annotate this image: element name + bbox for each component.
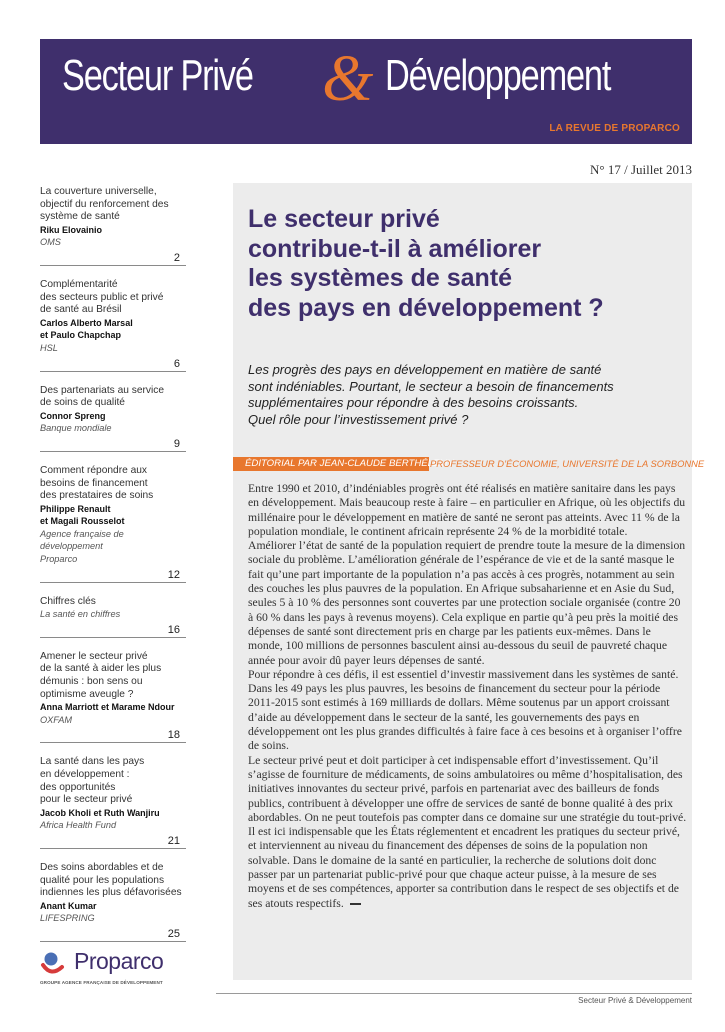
toc-entry-organization: HSL xyxy=(40,342,58,353)
toc-entry-title: des opportunités xyxy=(40,781,116,793)
body-paragraph xyxy=(248,668,688,754)
toc-entry-title: objectif du renforcement des xyxy=(40,198,169,210)
toc-entry-organization: Banque mondiale xyxy=(40,423,112,434)
toc-entry-authors: Anna Marriott et Marame Ndour xyxy=(40,702,175,713)
issue-number: N° 17 / Juillet 2013 xyxy=(590,162,692,177)
body-paragraph xyxy=(248,539,688,668)
table-of-contents xyxy=(40,182,186,951)
toc-entry-page-number: 12 xyxy=(167,568,180,581)
toc-entry-title: qualité pour les populations xyxy=(40,874,165,886)
toc-entry-title: indiennes les plus défavorisées xyxy=(40,887,182,899)
article-lead xyxy=(248,362,668,428)
toc-entry-title: démunis : bon sens ou xyxy=(40,676,143,688)
headline-line: des pays en développement ? xyxy=(248,293,604,322)
toc-entry-page-number: 18 xyxy=(167,729,180,742)
toc-entry[interactable] xyxy=(40,647,186,744)
toc-entry[interactable] xyxy=(40,592,186,638)
toc-entry-page-number: 6 xyxy=(173,357,180,370)
toc-entry-authors: Connor Spreng xyxy=(40,410,106,421)
toc-entry-page-number: 2 xyxy=(173,251,180,264)
toc-entry-title: pour le secteur privé xyxy=(40,794,133,806)
toc-entry-title: optimisme aveugle ? xyxy=(40,688,134,700)
toc-entry[interactable] xyxy=(40,275,186,372)
toc-entry-title: La santé dans les pays xyxy=(40,756,145,768)
toc-entry-authors: Jacob Kholi et Ruth Wanjiru xyxy=(40,807,160,818)
toc-entry-title: Complémentarité xyxy=(40,278,118,290)
toc-entry[interactable] xyxy=(40,381,186,452)
body-paragraph xyxy=(248,482,688,539)
masthead-title-right: Développement xyxy=(385,51,611,100)
headline-line: contribue-t-il à améliorer xyxy=(248,234,542,263)
toc-entry-organization: Proparco xyxy=(40,554,78,565)
logo-name: Proparco xyxy=(74,948,164,974)
footer-publication-name: Secteur Privé & Développement xyxy=(578,996,692,1005)
toc-entry-page-number: 9 xyxy=(173,437,180,450)
logo-tagline: GROUPE AGENCE FRANÇAISE DE DÉVELOPPEMENT xyxy=(40,980,163,985)
toc-entry-title: Chiffres clés xyxy=(40,595,96,607)
proparco-logo xyxy=(40,948,190,988)
lead-line: sont indéniables. Pourtant, le secteur a besoin de financements xyxy=(248,378,614,394)
toc-entry-title: en développement : xyxy=(40,769,130,780)
masthead-title-left: Secteur Privé xyxy=(62,51,253,100)
toc-entry-title: La couverture universelle, xyxy=(40,186,157,197)
toc-entry-authors: et Paulo Chapchap xyxy=(40,330,122,341)
body-paragraph-text: Le secteur privé peut et doit participer à cet indispensable effort d’investissement. Qu’il s’agisse de fourniture de médicaments, de soins ambulatoires ou même d’hospitalisation, des initiatives innovantes du secteur privé, parfois en partenariat avec des bailleurs de fonds publics, contribuent à développer une offre de services de santé de bonne qualité à des prix abordables. On ne peut toutefois pas compter dans ce domaine sur une stratégie du tout-privé. Il est ici indispensable que les États réglementent et encadrent les pratiques du secteur privé, et interviennent au niveau du financement des dépenses de soins de la population non solvable. Dans le domaine de la santé en particulier, la recherche de solutions doit donc passer par un partenariat public-privé pour que chaque acteur puisse, à la mesure de ses moyens et de ses compétences, apporter sa contribution dans le respect de ses objectifs et de ses atouts respectifs. xyxy=(248,753,687,910)
toc-entry-page-number: 25 xyxy=(167,927,180,940)
body-paragraph-text: Pour répondre à ces défis, il est essentiel d’investir massivement dans les systèmes de santé. Dans les 49 pays les plus pauvres, les besoins de financement du secteur pour la période 2011-2015 sont estimés à 169 milliards de dollars. Même soutenus par un apport croissant d’aide au développement dans le secteur de la santé, les gouvernements des pays en développement ont les plus grandes difficultés à faire face à ces besoins et à organiser l’offre de soins. xyxy=(248,667,682,753)
masthead-subtitle: LA REVUE DE PROPARCO xyxy=(549,123,680,134)
headline-line: les systèmes de santé xyxy=(248,264,513,292)
proparco-logo-icon xyxy=(40,948,70,978)
masthead-ampersand: & xyxy=(322,42,374,115)
toc-entry-title: besoins de financement xyxy=(40,477,148,489)
lead-line: Les progrès des pays en développement en matière de santé xyxy=(248,362,602,377)
toc-entry-organization: La santé en chiffres xyxy=(40,609,121,620)
article-panel xyxy=(233,183,705,980)
toc-entry-organization: OXFAM xyxy=(40,714,72,725)
lead-line: Quel rôle pour l’investissement privé ? xyxy=(248,411,469,427)
editorial-author-role: PROFESSEUR D’ÉCONOMIE, UNIVERSITÉ DE LA SORBONNE xyxy=(430,458,705,469)
toc-entry-title: de santé au Brésil xyxy=(40,304,122,316)
lead-line: supplémentaires pour répondre à des besoins croissants. xyxy=(248,395,579,410)
editorial-byline-bar xyxy=(233,457,454,471)
headline-line: Le secteur privé xyxy=(248,205,440,233)
editorial-author: ÉDITORIAL PAR JEAN-CLAUDE BERTHÉLEMY xyxy=(245,458,454,469)
toc-entry-title: de soins de qualité xyxy=(40,397,125,409)
toc-entry-authors: Carlos Alberto Marsal xyxy=(40,317,133,328)
toc-entry-authors: Philippe Renault xyxy=(40,503,111,514)
toc-entry-authors: Anant Kumar xyxy=(40,900,97,911)
toc-entry-title: système de santé xyxy=(40,211,120,223)
toc-entry[interactable] xyxy=(40,858,186,942)
toc-entry-title: Comment répondre aux xyxy=(40,464,148,476)
toc-entry-title: des secteurs public et privé xyxy=(40,291,164,303)
footer-divider xyxy=(216,993,692,994)
article-body xyxy=(248,482,688,911)
article-end-mark xyxy=(350,903,361,905)
toc-entry-organization: LIFESPRING xyxy=(40,913,95,924)
toc-entry-page-number: 16 xyxy=(167,623,180,636)
toc-entry[interactable] xyxy=(40,752,186,849)
toc-entry-title: Des partenariats au service xyxy=(40,384,165,396)
toc-entry-authors: et Magali Rousselot xyxy=(40,516,125,527)
toc-entry-title: des prestataires de soins xyxy=(40,490,154,502)
toc-entry-organization: Agence française de développement xyxy=(40,528,124,552)
body-paragraph-text: Améliorer l’état de santé de la population requiert de prendre toute la mesure de la dimension sociale du problème. L’amélioration générale de l’espérance de vie et de la santé masque le fait qu’une part importante de la population n’a pas accès à ces progrès, notamment au sein des couches les plus pauvres de la population. En Afrique subsaharienne et en Asie du Sud, seules 5 à 10 % des personnes sont couvertes par une protection sociale organisée (contre 20 à 60 % dans les pays à revenus moyens). Cela explique en partie qu’à peu près la moitié des dépenses de santé sont directement pris en charge par les patients eux-mêmes. Dans le monde, 100 millions de personnes basculent ainsi au-dessous du seuil de pauvreté chaque année pour avoir dû payer leurs dépenses de santé. xyxy=(248,539,686,667)
toc-entry-title: de la santé à aider les plus xyxy=(40,663,162,675)
toc-entry-authors: Riku Elovainio xyxy=(40,224,103,235)
toc-entry-organization: Africa Health Fund xyxy=(40,820,117,831)
body-paragraph xyxy=(248,754,688,911)
body-paragraph-text: Entre 1990 et 2010, d’indéniables progrès ont été réalisés en matière sanitaire dans les pays en développement. Mais beaucoup reste à faire – en particulier en Afrique, où les objectifs du millénaire pour le développement en matière de santé ne seront pas atteints. Avec 11 % de la population mondiale, le continent africain représente 24 % de la morbidité totale. xyxy=(248,482,686,538)
masthead-banner xyxy=(40,39,692,144)
toc-entry-title: Des soins abordables et de xyxy=(40,861,164,873)
toc-entry-page-number: 21 xyxy=(167,834,180,847)
toc-entry-organization: OMS xyxy=(40,237,61,248)
toc-entry-title: Amener le secteur privé xyxy=(40,650,148,662)
toc-entry[interactable] xyxy=(40,182,186,266)
toc-entry[interactable] xyxy=(40,461,186,583)
article-headline xyxy=(248,205,688,323)
